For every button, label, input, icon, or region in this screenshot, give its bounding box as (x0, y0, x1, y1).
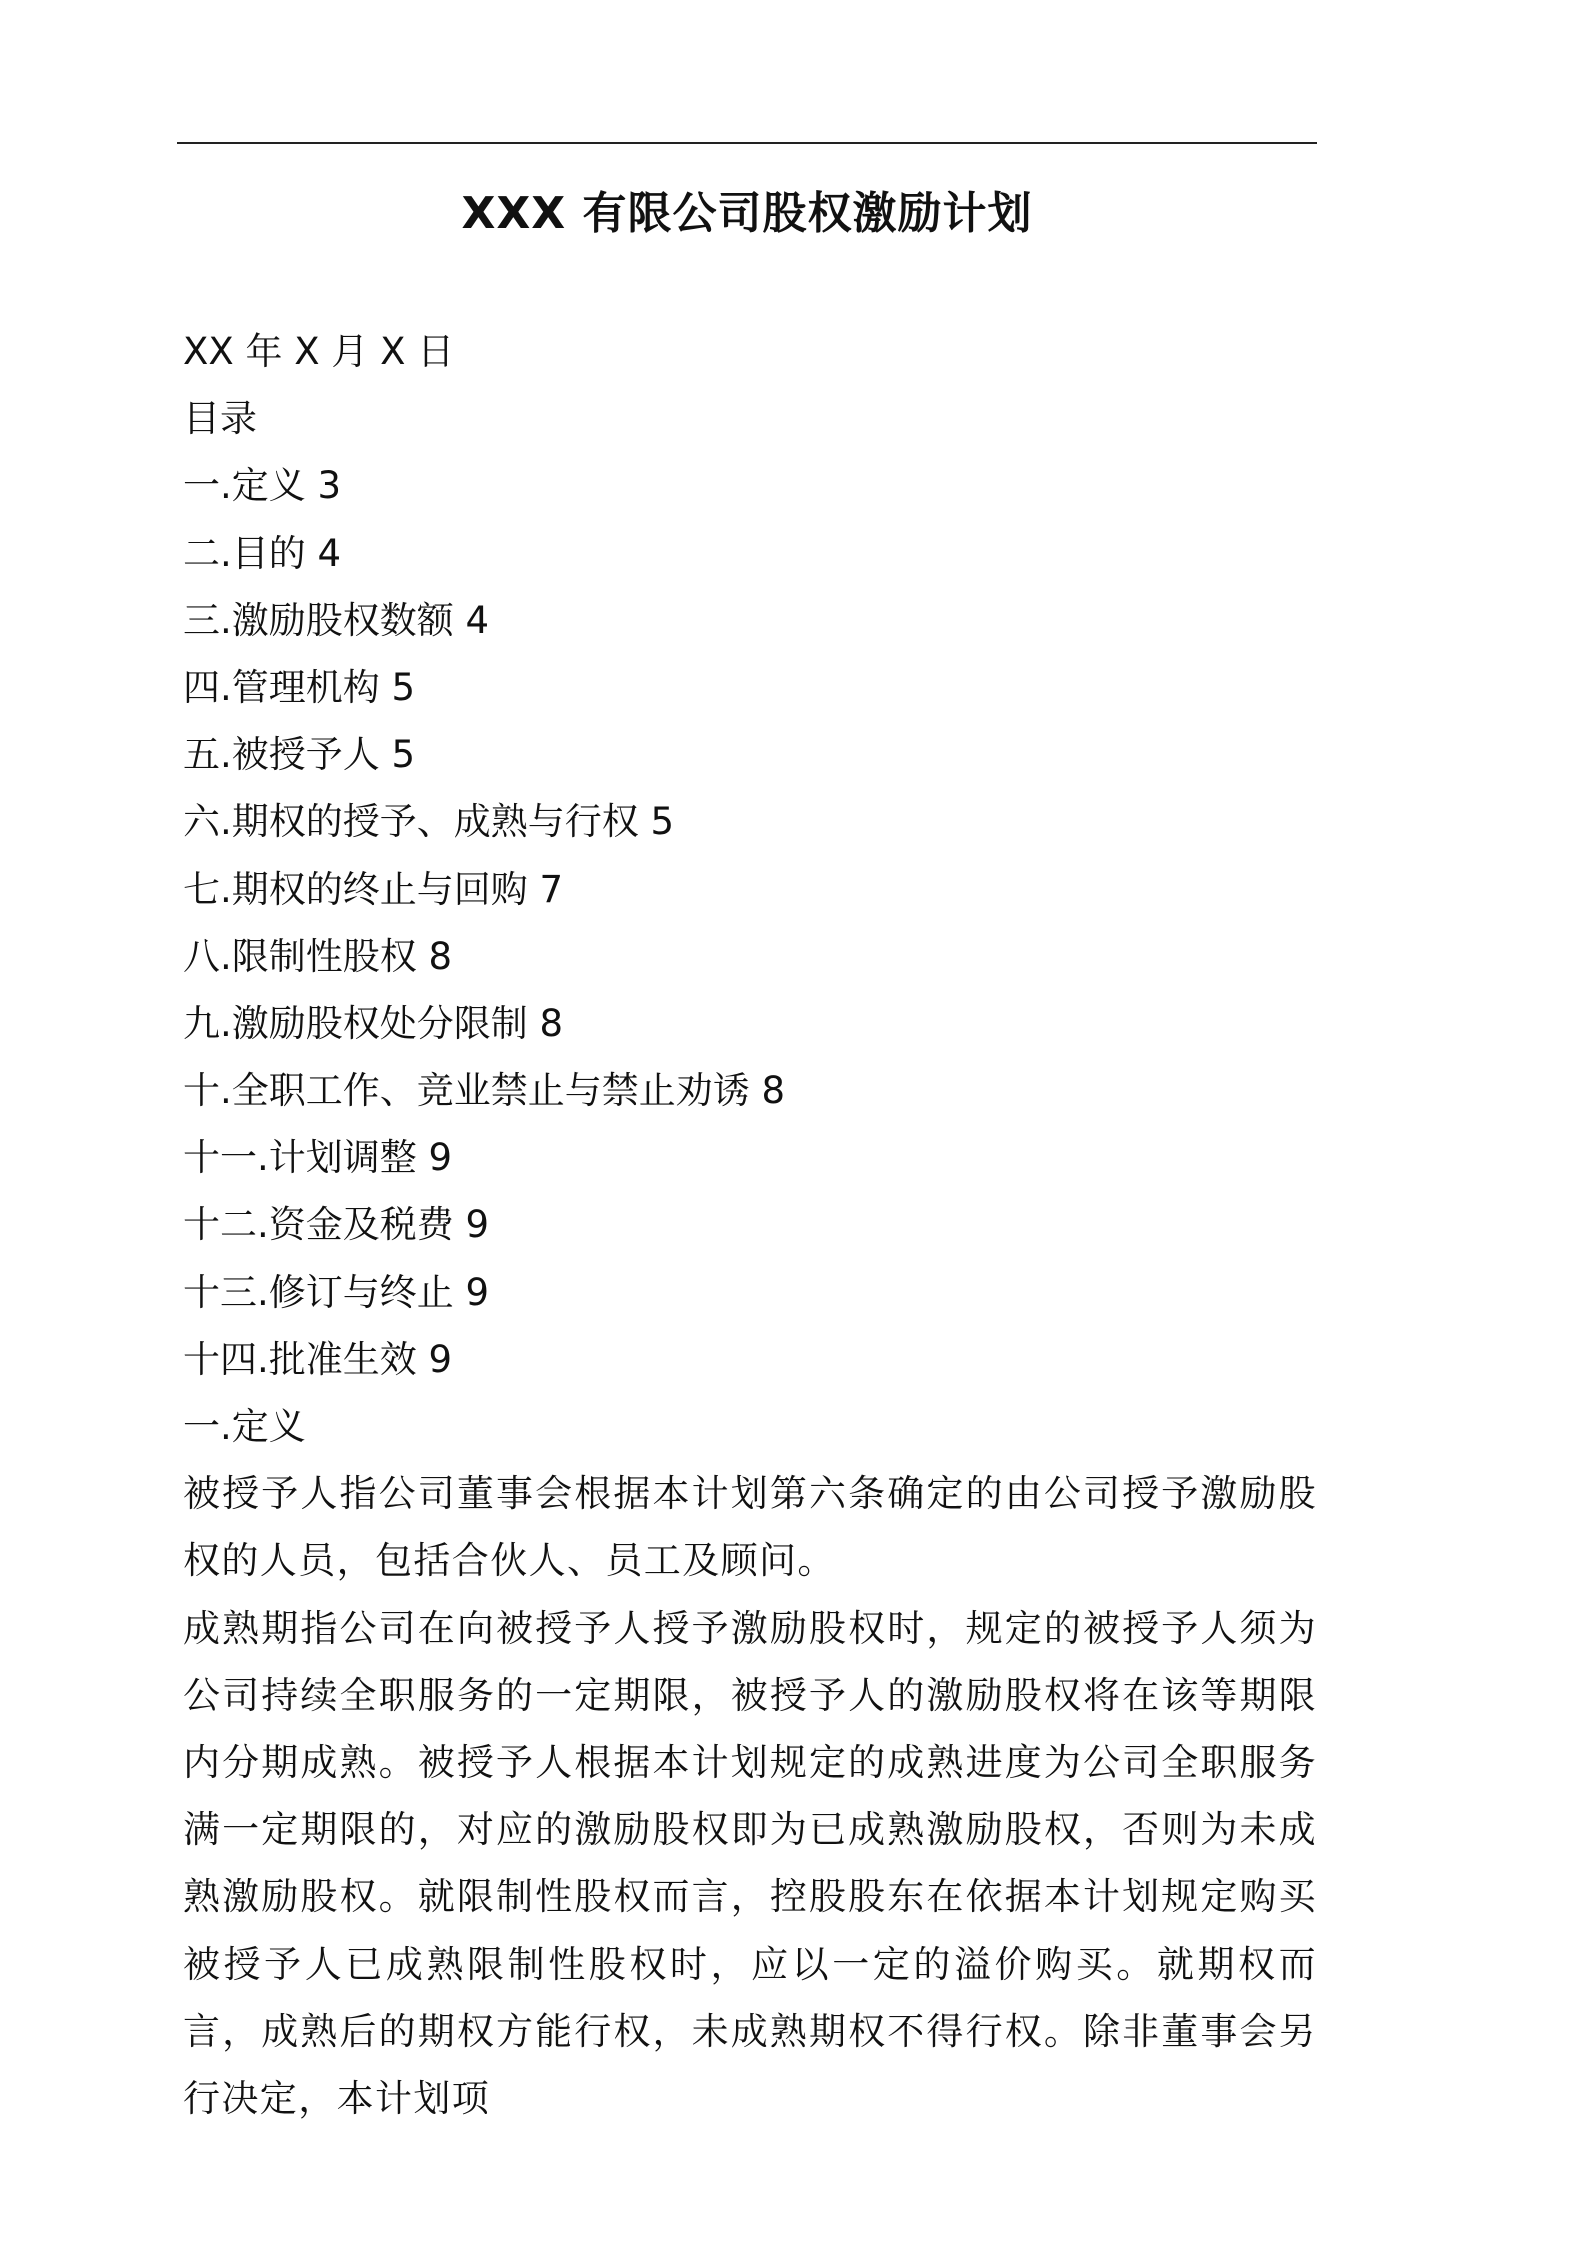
document-title: XXX 有限公司股权激励计划 (461, 188, 1033, 239)
toc-item: 二.目的 4 (183, 531, 342, 575)
toc-item: 十二.资金及税费 9 (183, 1203, 490, 1247)
toc-item: 四.管理机构 5 (183, 665, 416, 709)
toc-item: 七.期权的终止与回购 7 (183, 867, 564, 911)
section-heading-definitions: 一.定义 (183, 1405, 306, 1448)
definition-paragraph-grantee: 被授予人指公司董事会根据本计划第六条确定的由公司授予激励股权的人员，包括合伙人、员工及顾问。 (183, 1472, 1317, 1583)
header-rule (177, 142, 1317, 144)
definition-paragraph-vesting-period: 成熟期指公司在向被授予人授予激励股权时，规定的被授予人须为公司持续全职服务的一定期限，被授予人的激励股权将在该等期限内分期成熟。被授予人根据本计划规定的成熟进度为公司全职服务满一定期限的，对应的激励股权即为已成熟激励股权，否则为未成熟激励股权。就限制性股权而言，控股股东在依据本计划规定购买被授予人已成熟限制性股权时，应以一定的溢价购买。就期权而言，成熟后的期权方能行权，未成熟期权不得行权。除非董事会另行决定，本计划项 (183, 1606, 1317, 2121)
toc-heading: 目录 (183, 397, 257, 441)
toc-item: 十四.批准生效 9 (183, 1337, 453, 1381)
toc-item: 十一.计划调整 9 (183, 1136, 453, 1180)
toc-item: 十三.修订与终止 9 (183, 1270, 490, 1314)
toc-item: 九.激励股权处分限制 8 (183, 1001, 564, 1045)
toc-item: 八.限制性股权 8 (183, 934, 453, 978)
document-date: XX 年 X 月 X 日 (183, 330, 455, 373)
table-of-contents (183, 452, 1317, 1393)
toc-item: 三.激励股权数额 4 (183, 598, 490, 642)
toc-item: 五.被授予人 5 (183, 733, 416, 777)
toc-item: 六.期权的授予、成熟与行权 5 (183, 800, 675, 844)
toc-item: 十.全职工作、竞业禁止与禁止劝诱 8 (183, 1069, 786, 1113)
toc-item: 一.定义 3 (183, 464, 342, 508)
document-body (183, 318, 1317, 2132)
